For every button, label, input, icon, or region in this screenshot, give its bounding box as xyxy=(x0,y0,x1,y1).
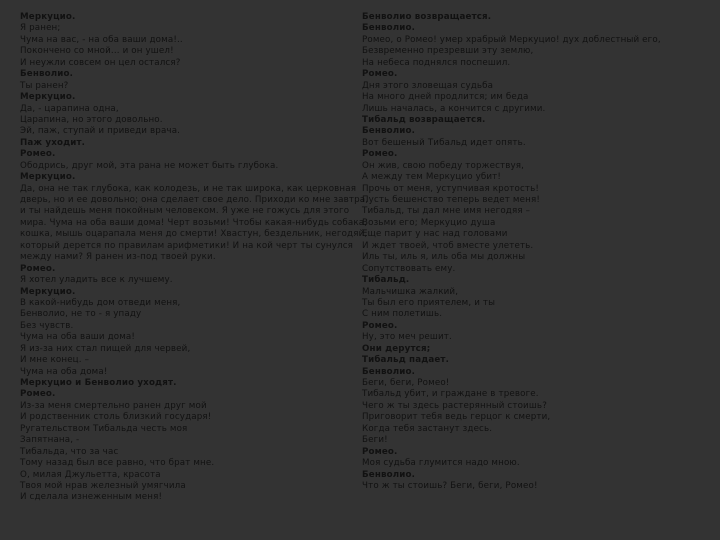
right-speaker-line: Бенволио. xyxy=(362,366,416,377)
left-speaker-line: Меркуцио. xyxy=(20,92,76,103)
right-text-line: Ты был его приятелем, и ты xyxy=(362,297,496,308)
right-text-line: И ждет твоей, чтоб вместе улететь. xyxy=(362,240,534,251)
left-speaker-line: Меркуцио. xyxy=(20,12,76,22)
left-speaker-line: Меркуцио и Бенволио уходят. xyxy=(20,378,177,388)
left-speaker-line: Паж уходит. xyxy=(20,137,86,148)
left-text-line: Я хотел уладить все к лучшему. xyxy=(20,275,173,286)
right-text-line: Мальчишка жалкий, xyxy=(362,286,459,297)
right-text-line: Возьми его; Меркуцио душа xyxy=(362,217,496,228)
left-speaker-line: Ромео. xyxy=(20,149,56,160)
right-text-line: Тибальд, ты дал мне имя негодяя – xyxy=(362,206,531,217)
left-text-line: И мне конец. – xyxy=(20,355,90,366)
right-text-line: Иль ты, иль я, иль оба мы должны xyxy=(362,252,526,263)
left-text-line: О, милая Джульетта, красота xyxy=(20,469,161,480)
right-speaker-line: Ромео. xyxy=(362,69,398,80)
right-text-line: Прочь от меня, уступчивая кротость! xyxy=(362,183,539,194)
right-speaker-line: Ромео. xyxy=(362,149,398,160)
right-text-line: А между тем Меркуцио убит! xyxy=(362,172,502,183)
right-text-line: Что ж ты стоишь? Беги, беги, Ромео! xyxy=(362,480,538,491)
left-text-line: Я из-за них стал пищей для червей, xyxy=(20,343,191,354)
right-speaker-line: Ромео. xyxy=(362,446,398,457)
left-text-line: Чума на оба дома! xyxy=(20,366,108,377)
right-text-line: Тибальд убит, и граждане в тревоге. xyxy=(362,389,539,400)
left-speaker-line: Ромео. xyxy=(20,389,56,400)
left-text-line: между нами? Я ранен из-под твоей руки. xyxy=(20,252,216,263)
right-speaker-line: Они дерутся; xyxy=(362,343,431,354)
right-text-line: С ним полетишь. xyxy=(362,309,443,320)
left-speaker-line: Бенволио. xyxy=(20,69,74,80)
left-text-line: который дерется по правилам арифметики! И на кой черт ты сунулся xyxy=(20,240,354,251)
left-text-column xyxy=(20,12,369,504)
left-text-line: Тому назад был все равно, что брат мне. xyxy=(20,458,215,469)
left-text-line: Ободрись, друг мой, эта рана не может быть глубока. xyxy=(20,160,279,171)
left-text-line: Я ранен; xyxy=(20,23,61,34)
right-speaker-line: Ромео. xyxy=(362,320,398,331)
left-text-line: Без чувств. xyxy=(20,320,74,331)
right-text-line: Лишь началась, а кончится с другими. xyxy=(362,103,546,114)
right-speaker-line: Бенволио. xyxy=(362,126,416,137)
right-text-line: На много дней продлится; им беда xyxy=(362,92,529,103)
left-text-line: Эй, паж, ступай и приведи врача. xyxy=(20,126,181,137)
left-text-line: Запятнана, - xyxy=(20,435,80,446)
left-text-line: кошка, мышь оцарапала меня до смерти! Хвастун, бездельник, негодяй, xyxy=(20,229,368,240)
right-text-line: Ну, это меч решит. xyxy=(362,332,452,343)
left-text-line: Ты ранен? xyxy=(20,80,69,91)
right-speaker-line: Тибальд. xyxy=(362,275,410,286)
left-text-line: и ты найдешь меня покойным человеком. Я уже не гожусь для этого xyxy=(20,206,350,217)
right-speaker-line: Тибальд возвращается. xyxy=(362,114,486,125)
right-text-line: Моя судьба глумится надо мною. xyxy=(362,458,520,469)
right-text-line: Ромео, о Ромео! умер храбрый Меркуцио! дух доблестный его, xyxy=(362,34,661,45)
left-text-line: Чума на оба ваши дома! xyxy=(20,332,136,343)
right-speaker-line: Тибальд падает. xyxy=(362,355,450,366)
left-text-line: Ругательством Тибальда честь моя xyxy=(20,423,188,434)
left-text-line: Бенволио, не то - я упаду xyxy=(20,309,142,320)
right-text-line: Пусть бешенство теперь ведет меня! xyxy=(362,195,540,205)
left-text-line: Чума на вас, - на оба ваши дома!.. xyxy=(20,34,183,45)
left-text-line: Из-за меня смертельно ранен друг мой xyxy=(20,400,207,411)
left-text-line: В какой-нибудь дом отведи меня, xyxy=(20,297,181,308)
left-speaker-line: Ромео. xyxy=(20,263,56,274)
right-text-line: Вот бешеный Тибальд идет опять. xyxy=(362,137,526,148)
left-text-line: Твоя мой нрав железный умягчила xyxy=(20,480,186,491)
left-speaker-line: Меркуцио. xyxy=(20,172,76,183)
right-speaker-line: Бенволио. xyxy=(362,469,416,480)
left-text-line: И родственник столь близкий государя! xyxy=(20,412,212,423)
left-text-line: Покончено со мной... и он ушел! xyxy=(20,46,174,57)
left-text-line: Да, она не так глубока, как колодезь, и не так широка, как церковная xyxy=(20,183,357,194)
right-text-line: Чего ж ты здесь растерянный стоишь? xyxy=(362,400,547,411)
left-text-line: Да, - царапина одна, xyxy=(20,103,119,114)
right-text-line: Безвременно презревши эту землю, xyxy=(362,46,534,57)
left-speaker-line: Меркуцио. xyxy=(20,286,76,297)
right-text-line: Еще парит у нас над головами xyxy=(362,229,508,240)
left-text-line: мира. Чума на оба ваши дома! Черт возьми! Чтобы какая-нибудь собака, xyxy=(20,217,368,228)
left-text-line: дверь, но и ее довольно; она сделает свое дело. Приходи ко мне завтра, xyxy=(20,195,369,205)
right-text-line: На небеса поднялся поспешил. xyxy=(362,57,511,68)
right-text-column xyxy=(362,12,714,492)
right-text-line: Беги, беги, Ромео! xyxy=(362,378,450,388)
right-speaker-line: Бенволио. xyxy=(362,23,416,34)
left-text-line: Тибальда, что за час xyxy=(20,446,119,457)
right-text-line: Сопутствовать ему. xyxy=(362,263,456,274)
right-text-line: Когда тебя застанут здесь. xyxy=(362,423,493,434)
right-text-line: Беги! xyxy=(362,435,388,446)
right-text-line: Приговорит тебя ведь герцог к смерти, xyxy=(362,412,551,423)
right-speaker-line: Бенволио возвращается. xyxy=(362,12,492,22)
right-text-line: Дня этого зловещая судьба xyxy=(362,80,494,91)
left-text-line: И неужли совсем он цел остался? xyxy=(20,57,181,68)
left-text-line: Царапина, но этого довольно. xyxy=(20,114,163,125)
left-text-line: И сделала изнеженным меня! xyxy=(20,492,163,503)
right-text-line: Он жив, свою победу торжествуя, xyxy=(362,160,525,171)
